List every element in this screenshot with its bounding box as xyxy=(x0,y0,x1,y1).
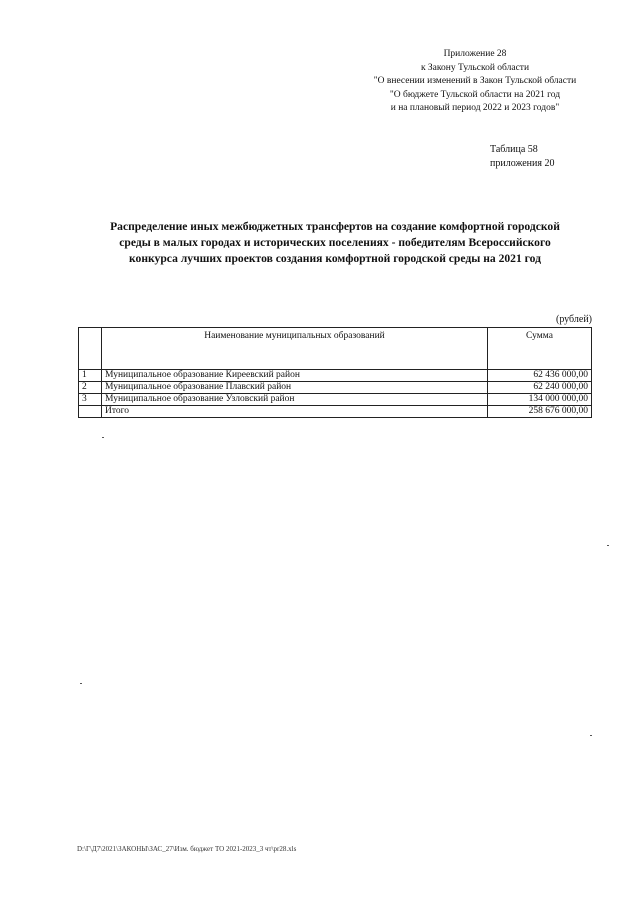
row-sum: 258 676 000,00 xyxy=(488,406,592,418)
scan-speck xyxy=(590,735,592,736)
title-line: среды в малых городах и исторических поселениях - победителям Всероссийского xyxy=(119,236,551,249)
row-num: 1 xyxy=(79,370,102,382)
row-name: Муниципальное образование Узловский район xyxy=(102,394,488,406)
row-num xyxy=(79,406,102,418)
appendix-header xyxy=(320,48,630,116)
row-name: Итого xyxy=(102,406,488,418)
table-row xyxy=(79,382,592,394)
table-row xyxy=(79,370,592,382)
header-name: Наименование муниципальных образований xyxy=(102,328,488,370)
row-num: 3 xyxy=(79,394,102,406)
row-name: Муниципальное образование Киреевский район xyxy=(102,370,488,382)
row-sum: 134 000 000,00 xyxy=(488,394,592,406)
table-row xyxy=(79,394,592,406)
appendix-line: Приложение 28 xyxy=(443,49,507,59)
table-ref-line2: приложения 20 xyxy=(490,158,555,169)
table-ref-line1: Таблица 58 xyxy=(490,144,538,155)
document-title xyxy=(70,219,600,267)
row-num: 2 xyxy=(79,382,102,394)
scan-speck xyxy=(102,437,104,438)
appendix-line: "О бюджете Тульской области на 2021 год xyxy=(389,89,561,100)
table-total-row xyxy=(79,406,592,418)
appendix-line: и на плановый период 2022 и 2023 годов" xyxy=(390,103,560,113)
unit-label: (рублей) xyxy=(555,314,592,325)
title-line: Распределение иных межбюджетных трансфертов на создание комфортной городской xyxy=(110,220,560,233)
file-path-footer: D:\Г\Д7\2021\ЗАКОНЫ\ЗАС_27\Изм. бюджет ТО 2021-2023_3 чт\pr28.xls xyxy=(77,845,297,853)
appendix-line: "О внесении изменений в Закон Тульской области xyxy=(373,76,577,86)
appendix-line: к Закону Тульской области xyxy=(420,62,530,73)
scan-speck xyxy=(80,683,82,684)
title-line: конкурса лучших проектов создания комфортной городской среды на 2021 год xyxy=(129,252,541,265)
distribution-table xyxy=(78,327,592,418)
scan-speck xyxy=(607,545,609,546)
row-name: Муниципальное образование Плавский район xyxy=(102,382,488,394)
table-header-row xyxy=(79,328,592,370)
header-num xyxy=(79,328,102,370)
header-sum: Сумма xyxy=(488,328,592,370)
row-sum: 62 240 000,00 xyxy=(488,382,592,394)
table-reference xyxy=(490,143,554,171)
row-sum: 62 436 000,00 xyxy=(488,370,592,382)
